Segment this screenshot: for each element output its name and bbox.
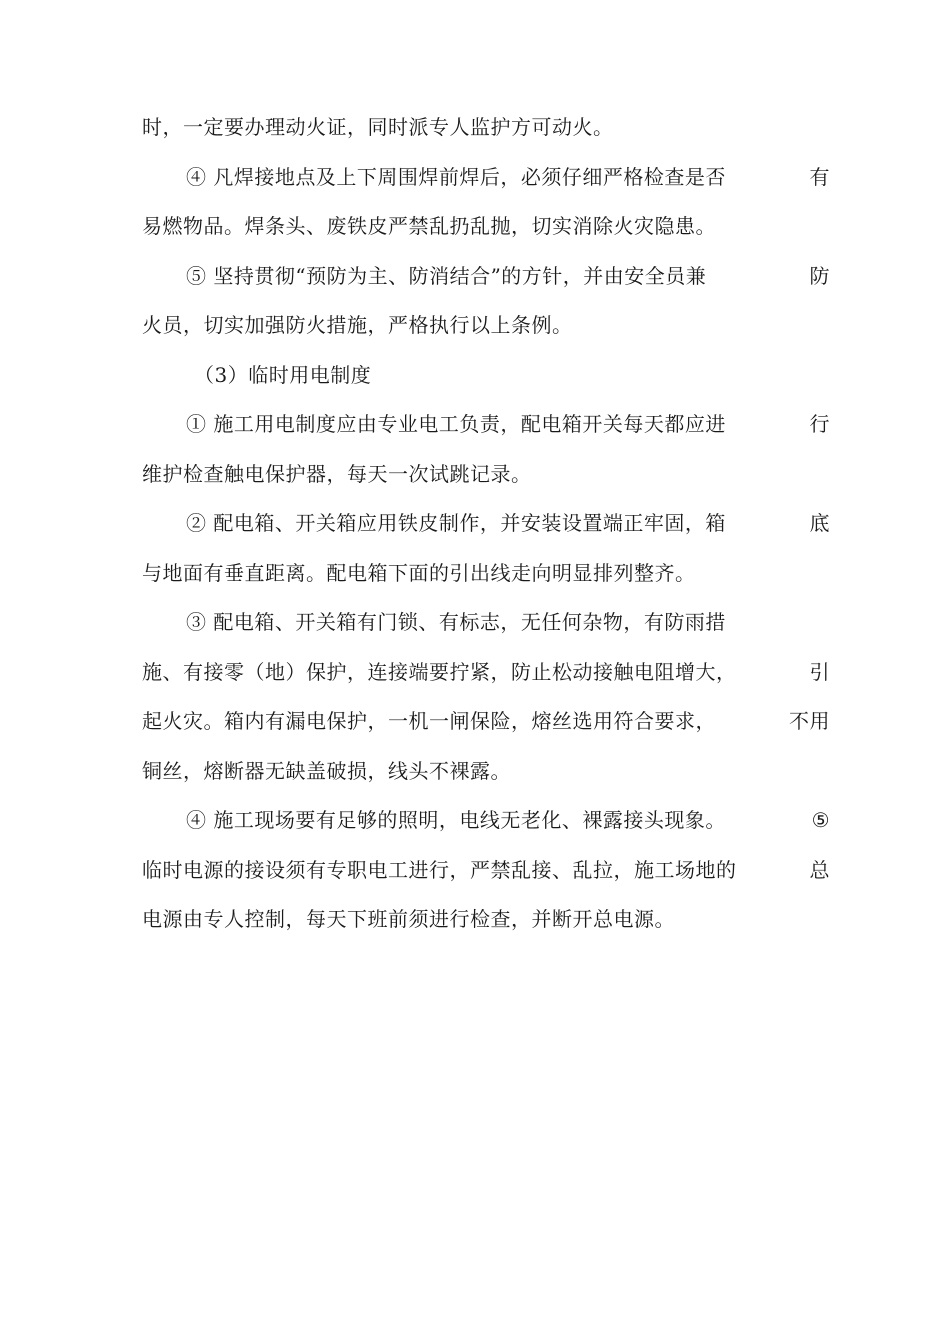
line-text: 电源由专人控制，每天下班前须进行检查，并断开总电源。 [142,907,675,931]
line-text: ④ 施工现场要有足够的照明，电线无老化、裸露接头现象。 [186,808,726,832]
line-text: 火员，切实加强防火措施，严格执行以上条例。 [142,313,573,337]
line-text: ① 施工用电制度应由专业电工负责，配电箱开关每天都应进 [186,412,726,436]
line-tail: 有 [809,164,830,189]
line-tail: 防 [809,263,830,288]
line-text: 施、有接零（地）保护，连接端要拧紧，防止松动接触电阻增大， [142,659,737,684]
line-tail: 引 [809,659,830,684]
line-text: ② 配电箱、开关箱应用铁皮制作，并安装设置端正牢固，箱 [186,511,726,535]
text-line [142,252,830,302]
line-tail: 总 [809,857,830,882]
line-tail: ⑤ [811,808,830,832]
text-line [142,549,830,599]
heading-text: （3）临时用电制度 [194,362,372,387]
text-line [142,499,830,549]
line-text: ⑤ 坚持贯彻“预防为主、防消结合”的方针，并由安全员兼 [186,263,707,288]
text-line [142,153,830,203]
text-line [142,846,830,896]
text-line [142,796,830,846]
section-heading [142,351,830,401]
line-text: 易燃物品。焊条头、废铁皮严禁乱扔乱抛，切实消除火灾隐患。 [142,214,716,238]
text-line [142,747,830,797]
line-text: 维护检查触电保护器，每天一次试跳记录。 [142,461,532,486]
text-line [142,648,830,698]
text-line [142,598,830,648]
line-text: ④ 凡焊接地点及上下周围焊前焊后，必须仔细严格检查是否 [186,164,726,189]
line-text: ③ 配电箱、开关箱有门锁、有标志，无任何杂物，有防雨措 [186,610,726,634]
line-tail: 行 [809,412,830,436]
document-body [142,103,830,945]
text-line [142,697,830,747]
text-line [142,202,830,252]
line-text: 铜丝，熔断器无缺盖破损，线头不裸露。 [142,758,511,783]
line-text: 时，一定要办理动火证，同时派专人监护方可动火。 [142,115,614,139]
text-line [142,895,830,945]
line-text: 起火灾。箱内有漏电保护，一机一闸保险，熔丝选用符合要求， [142,709,716,733]
text-line [142,400,830,450]
line-tail: 底 [809,511,830,535]
line-text: 临时电源的接设须有专职电工进行，严禁乱接、乱拉，施工场地的 [142,857,737,882]
line-tail: 不用 [789,709,830,733]
text-line [142,450,830,500]
line-text: 与地面有垂直距离。配电箱下面的引出线走向明显排列整齐。 [142,560,696,585]
text-line [142,103,830,153]
text-line [142,301,830,351]
